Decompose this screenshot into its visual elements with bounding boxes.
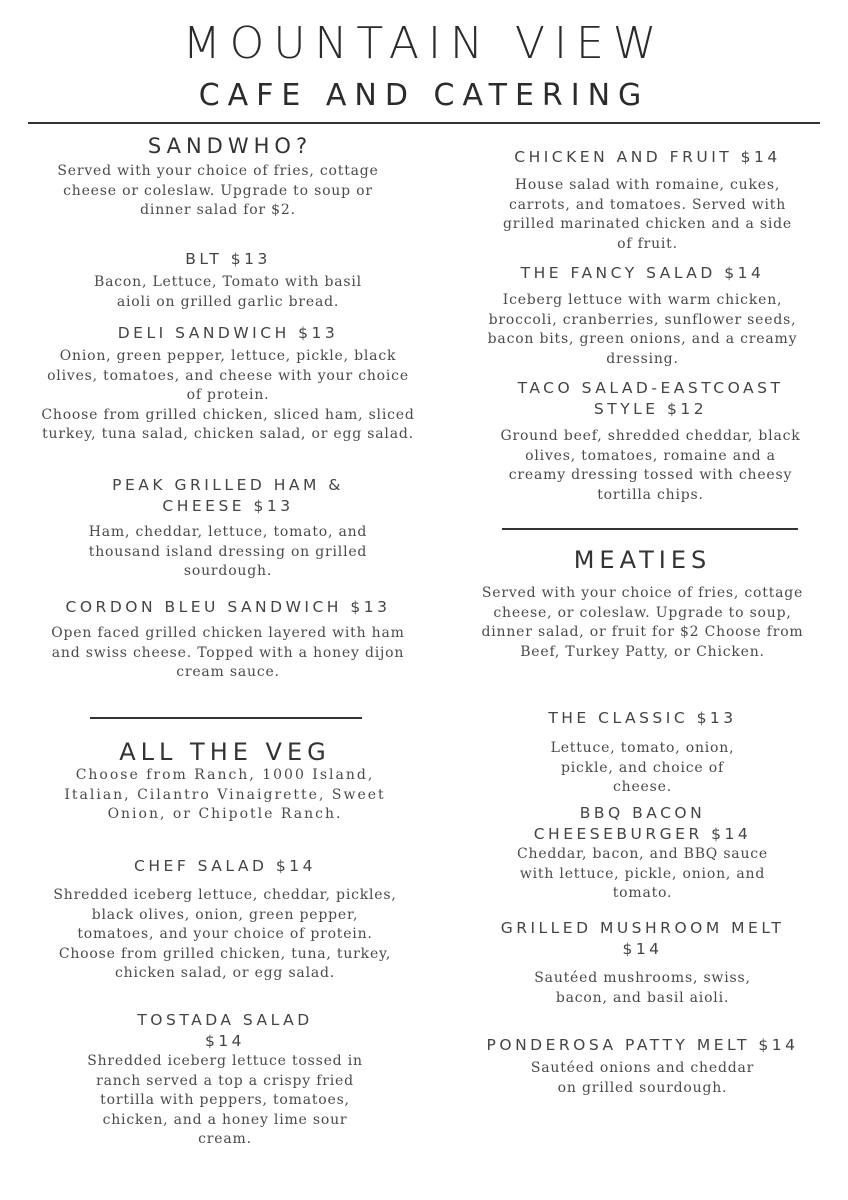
menu-item-desc: Open faced grilled chicken layered with ham and swiss cheese. Topped with a honey dijon cream sauce. (51, 625, 405, 680)
menu-item (460, 918, 825, 1008)
veg-intro: Choose from Ranch, 1000 Island, Italian, Cilantro Vinaigrette, Sweet Onion, or Chipotle Ranch. (64, 767, 386, 822)
menu-item-name: BBQ BACON CHEESEBURGER $14 (533, 804, 752, 843)
meaties-intro: Served with your choice of fries, cottage cheese, or coleslaw. Upgrade to soup, dinner salad, or fruit for $2 Choose from Beef, Turkey Patty, or Chicken. (481, 585, 804, 660)
menu-item-desc: Ground beef, shredded cheddar, black olives, tomatoes, romaine and a creamy dressing tossed with cheesy tortilla chips. (500, 428, 801, 503)
header-divider (28, 122, 820, 124)
menu-item-desc: Iceberg lettuce with warm chicken, broccoli, cranberries, sunflower seeds, bacon bits, green onions, and a creamy dressing. (487, 292, 798, 367)
menu-item (25, 856, 425, 984)
sandwho-section-title: SANDWHO? (147, 134, 313, 158)
menu-item-name: PONDEROSA PATTY MELT $14 (486, 1036, 799, 1054)
menu-item-desc: Bacon, Lettuce, Tomato with basil aioli on grilled garlic bread. (94, 274, 362, 310)
menu-item (465, 147, 830, 254)
menu-item (460, 803, 825, 904)
menu-item-name: CHICKEN AND FRUIT $14 (514, 148, 781, 166)
menu-item-desc: Ham, cheddar, lettuce, tomato, and thousand island dressing on grilled sourdough. (88, 524, 368, 579)
menu-item-desc: Onion, green pepper, lettuce, pickle, black olives, tomatoes, and cheese with your choice of protein. (47, 348, 409, 403)
menu-item-desc: House salad with romaine, cukes, carrots, and tomatoes. Served with grilled marinated chicken and a side of fruit. (503, 177, 792, 252)
meaties-section-title: MEATIES (573, 546, 712, 574)
menu-item-name: PEAK GRILLED HAM & CHEESE $13 (112, 476, 344, 515)
menu-item-desc: Sautéed mushrooms, swiss, bacon, and basil aioli. (534, 970, 751, 1006)
menu-item-desc: Choose from grilled chicken, sliced ham, sliced turkey, tuna salad, chicken salad, or egg salad. (41, 406, 415, 442)
menu-item (28, 249, 428, 312)
menu-item-desc: Shredded iceberg lettuce, cheddar, pickles, black olives, onion, green pepper, tomatoes, and your choice of protein. Choose from grilled chicken, tuna, turkey, chicken salad, or egg salad. (53, 887, 397, 981)
menu-item-name: TACO SALAD-EASTCOAST STYLE $12 (517, 379, 784, 418)
menu-item-desc: Cheddar, bacon, and BBQ sauce with lettuce, pickle, onion, and tomato. (517, 846, 768, 901)
menu-item-name: THE FANCY SALAD $14 (520, 264, 765, 282)
menu-item (468, 378, 833, 505)
menu-item-name: CHEF SALAD $14 (134, 857, 316, 875)
restaurant-title: MOUNTAIN VIEW (182, 18, 666, 69)
menu-item (460, 1035, 825, 1098)
menu-item-name: BLT $13 (185, 250, 271, 268)
menu-item-name: THE CLASSIC $13 (548, 709, 737, 727)
section-divider (90, 717, 362, 719)
menu-item-desc: Sautéed onions and cheddar on grilled sourdough. (530, 1060, 755, 1096)
menu-item (28, 597, 428, 683)
menu-item-name: CORDON BLEU SANDWICH $13 (65, 598, 391, 616)
menu-item (460, 263, 825, 369)
menu-item-desc: Lettuce, tomato, onion, pickle, and choice of cheese. (550, 740, 735, 795)
veg-section-title: ALL THE VEG (119, 738, 331, 766)
section-divider (502, 528, 798, 530)
menu-item-name: GRILLED MUSHROOM MELT $14 (500, 919, 785, 958)
menu-item (25, 1010, 425, 1150)
menu-item-desc: Shredded iceberg lettuce tossed in ranch served a top a crispy fried tortilla with peppers, tomatoes, chicken, and a honey lime sour cream. (87, 1053, 363, 1147)
sandwho-intro: Served with your choice of fries, cottage cheese or coleslaw. Upgrade to soup or dinner salad for $2. (57, 163, 379, 218)
menu-item (460, 708, 825, 798)
menu-item (28, 323, 428, 445)
restaurant-subtitle: CAFE AND CATERING (198, 78, 650, 113)
menu-item-name: DELI SANDWICH $13 (117, 324, 339, 342)
menu-item-name: TOSTADA SALAD $14 (137, 1011, 313, 1050)
menu-item (28, 475, 428, 582)
